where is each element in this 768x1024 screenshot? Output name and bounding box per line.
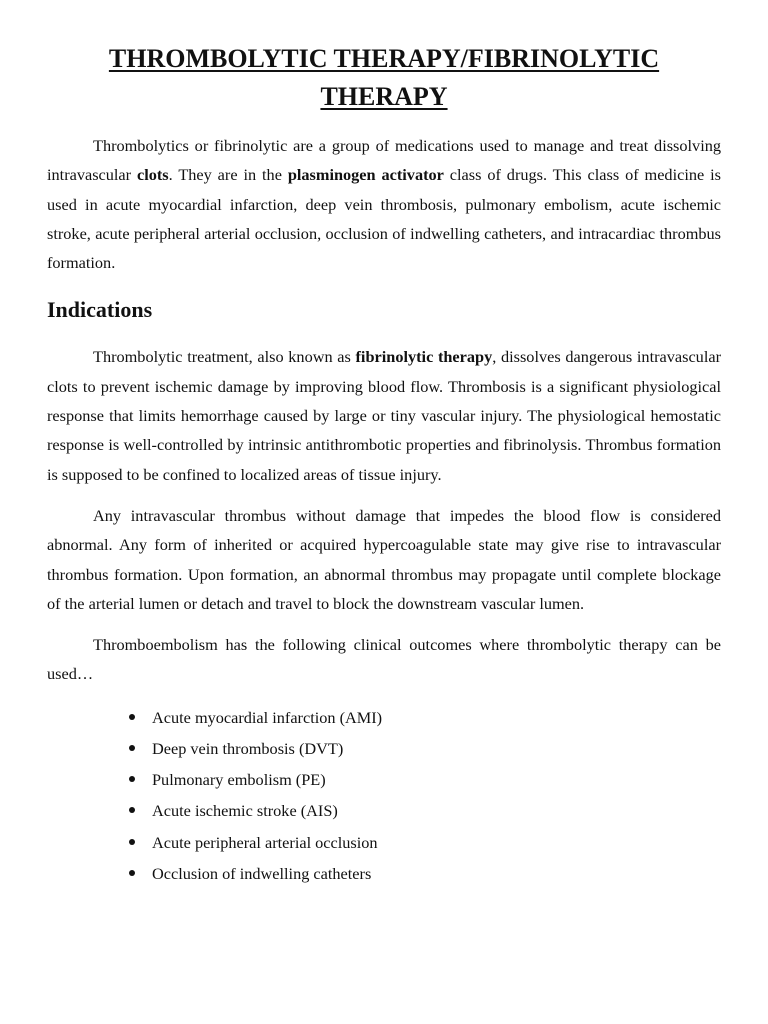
bullet-icon bbox=[129, 870, 135, 876]
intro-paragraph bbox=[47, 131, 721, 277]
clinical-outcomes-list bbox=[47, 702, 721, 889]
bullet-icon bbox=[129, 714, 135, 720]
indications-p1-text-1: Thrombolytic treatment, also known as bbox=[93, 347, 356, 367]
document-page bbox=[47, 40, 721, 889]
list-item-text: Acute ischemic stroke (AIS) bbox=[152, 801, 338, 821]
intro-text-1: Thrombolytics or fibrinolytic are a group of medications used to manage and treat dissolving intravascular bbox=[47, 136, 721, 185]
indications-paragraph-1 bbox=[47, 342, 721, 488]
indications-paragraph-2: Any intravascular thrombus without damage that impedes the blood flow is considered abnormal. Any form of inherited or acquired hypercoagulable state may give rise to intravascular thrombus formation. Upon formation, an abnormal thrombus may propagate until complete blockage of the arterial lumen or detach and travel to block the downstream vascular lumen. bbox=[47, 505, 721, 613]
intro-text-3: class of drugs. This class of medicine is used in acute myocardial infarction, deep vein thrombosis, pulmonary embolism, acute ischemic stroke, acute peripheral arterial occlusion, occlusion of indwelling catheters, and intracardiac thrombus formation. bbox=[47, 165, 721, 273]
list-item-text: Acute peripheral arterial occlusion bbox=[152, 832, 378, 852]
list-item bbox=[129, 827, 721, 858]
list-item bbox=[129, 795, 721, 826]
document-title bbox=[47, 40, 721, 116]
indications-p1-bold-fibrinolytic-therapy: fibrinolytic therapy bbox=[355, 347, 493, 367]
indications-p1-text-2: , dissolves dangerous intravascular clots to prevent ischemic damage by improving blood flow. Thrombosis is a significant physiological response that limits hemorrhage caused by large or tiny vascular injury. The physiological hemostatic response is well-controlled by intrinsic antithrombotic properties and fibrinolysis. Thrombus formation is supposed to be confined to localized areas of tissue injury. bbox=[47, 347, 721, 484]
list-item bbox=[129, 858, 721, 889]
indications-paragraph-3: Thromboembolism has the following clinical outcomes where thrombolytic therapy can be used… bbox=[47, 635, 721, 684]
bullet-icon bbox=[129, 807, 135, 813]
intro-bold-clots: clots bbox=[136, 165, 169, 185]
list-item-text: Acute myocardial infarction (AMI) bbox=[152, 707, 383, 727]
bullet-icon bbox=[129, 839, 135, 845]
intro-bold-plasminogen-activator: plasminogen activator bbox=[287, 165, 444, 185]
list-item bbox=[129, 733, 721, 764]
title-line-1: THROMBOLYTIC THERAPY/FIBRINOLYTIC bbox=[108, 44, 660, 73]
intro-text-2: . They are in the bbox=[168, 165, 288, 185]
bullet-icon bbox=[129, 776, 135, 782]
indications-heading: Indications bbox=[47, 297, 153, 323]
bullet-icon bbox=[129, 745, 135, 751]
list-item-text: Deep vein thrombosis (DVT) bbox=[152, 738, 344, 758]
list-item bbox=[129, 702, 721, 733]
title-line-2: THERAPY bbox=[320, 82, 448, 111]
list-item bbox=[129, 764, 721, 795]
list-item-text: Occlusion of indwelling catheters bbox=[152, 863, 372, 883]
list-item-text: Pulmonary embolism (PE) bbox=[152, 770, 326, 790]
